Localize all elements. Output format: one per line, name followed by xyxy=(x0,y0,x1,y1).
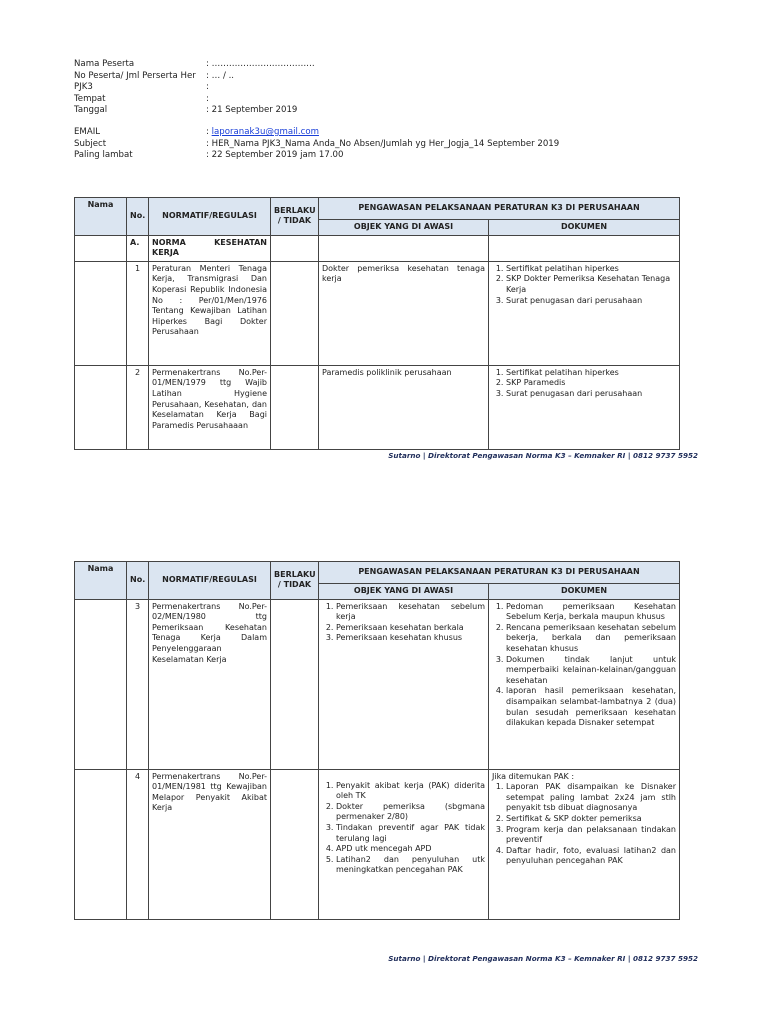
row-berlaku[interactable] xyxy=(271,365,319,449)
row-berlaku[interactable] xyxy=(271,769,319,919)
header-berlaku: BERLAKU / TIDAK xyxy=(271,198,319,236)
header-pengawasan: PENGAWASAN PELAKSANAAN PERATURAN K3 DI PERUSAHAAN xyxy=(319,198,680,220)
list-item: 2. Sertifikat & SKP dokter pemeriksa xyxy=(506,814,676,825)
section-no: A. xyxy=(127,235,149,261)
row-no: 2 xyxy=(127,365,149,449)
list-item: 4. APD utk mencegah APD xyxy=(336,844,485,855)
table-row xyxy=(75,769,680,919)
row-objek xyxy=(319,769,489,919)
header-nama: Nama xyxy=(75,562,127,600)
footer-credit: Sutarno | Direktorat Pengawasan Norma K3 – Kemnaker RI | 0812 9737 5952 xyxy=(388,954,698,963)
list-item: 1. Sertifikat pelatihan hiperkes xyxy=(506,264,676,275)
header-dokumen: DOKUMEN xyxy=(489,220,680,236)
row-dokumen xyxy=(489,599,680,769)
row-berlaku[interactable] xyxy=(271,599,319,769)
list-item: 2. SKP Dokter Pemeriksa Kesehatan Tenaga Kerja xyxy=(506,274,676,295)
list-item: 3. Surat penugasan dari perusahaan xyxy=(506,296,676,307)
dokumen-intro: Jika ditemukan PAK : xyxy=(492,771,575,781)
row-regulasi: Permenakertrans No.Per-01/MEN/1979 ttg Wajib Latihan Hygiene Perusahaan, Kesehatan, dan Keselamatan Kerja Bagi Paramedis Perusahaaan xyxy=(149,365,271,449)
list-item: 1. Penyakit akibat kerja (PAK) diderita oleh TK xyxy=(336,781,485,802)
row-no: 3 xyxy=(127,599,149,769)
regulation-table-1 xyxy=(74,197,680,450)
row-objek: Paramedis poliklinik perusahaan xyxy=(319,365,489,449)
header-fields xyxy=(74,59,315,117)
header-pengawasan: PENGAWASAN PELAKSANAAN PERATURAN K3 DI PERUSAHAAN xyxy=(319,562,680,584)
header-no: No. xyxy=(127,198,149,236)
header-objek: OBJEK YANG DI AWASI xyxy=(319,220,489,236)
field-tempat: Tempat : xyxy=(74,93,209,104)
row-regulasi: Peraturan Menteri Tenaga Kerja, Transmigrasi Dan Koperasi Republik Indonesia No : Per/01/Men/1976 Tentang Kewajiban Latihan Hiperkes Bagi Dokter Perusahaan xyxy=(149,261,271,365)
header-dokumen: DOKUMEN xyxy=(489,584,680,600)
header-submission xyxy=(74,127,559,162)
header-normatif: NORMATIF/REGULASI xyxy=(149,198,271,236)
field-no-peserta: No Peserta/ Jml Perserta Her : … / .. xyxy=(74,70,235,81)
list-item: 2. Pemeriksaan kesehatan berkala xyxy=(336,623,485,634)
row-dokumen xyxy=(489,261,680,365)
row-regulasi: Permenakertrans No.Per-02/MEN/1980 ttg Pemeriksaan Kesehatan Tenaga Kerja Dalam Penyelenggaraan Keselamatan Kerja xyxy=(149,599,271,769)
list-item: 2. SKP Paramedis xyxy=(506,378,676,389)
field-subject: Subject : HER_Nama PJK3_Nama Anda_No Absen/Jumlah yg Her_Jogja_14 September 2019 xyxy=(74,138,560,149)
field-deadline: Paling lambat : 22 September 2019 jam 17.00 xyxy=(74,150,344,161)
row-no: 1 xyxy=(127,261,149,365)
email-link[interactable]: laporanak3u@gmail.com xyxy=(211,127,319,137)
row-dokumen xyxy=(489,365,680,449)
regulation-table-2 xyxy=(74,561,680,920)
table-row xyxy=(75,599,680,769)
section-row xyxy=(75,235,680,261)
list-item: 1. Sertifikat pelatihan hiperkes xyxy=(506,368,676,379)
table-row xyxy=(75,261,680,365)
list-item: 2. Rencana pemeriksaan kesehatan sebelum bekerja, berkala dan pemeriksaan kesehatan khusus xyxy=(506,623,676,655)
list-item: 3. Program kerja dan pelaksanaan tindakan preventif xyxy=(506,825,676,846)
header-objek: OBJEK YANG DI AWASI xyxy=(319,584,489,600)
list-item: 4. Daftar hadir, foto, evaluasi latihan2 dan penyuluhan pencegahan PAK xyxy=(506,846,676,867)
field-email: EMAIL : laporanak3u@gmail.com xyxy=(74,127,319,137)
table-row xyxy=(75,365,680,449)
list-item: 3. Dokumen tindak lanjut untuk memperbaiki kelainan-kelainan/gangguan kesehatan xyxy=(506,655,676,687)
row-objek: Dokter pemeriksa kesehatan tenaga kerja xyxy=(319,261,489,365)
list-item: 5. Latihan2 dan penyuluhan utk meningkatkan pencegahan PAK xyxy=(336,855,485,876)
section-title: NORMA KESEHATAN KERJA xyxy=(149,235,271,261)
list-item: 1. Pemeriksaan kesehatan sebelum kerja xyxy=(336,602,485,623)
field-nama-peserta: Nama Peserta : ……………………………… xyxy=(74,59,315,69)
header-nama: Nama xyxy=(75,198,127,236)
list-item: 1. Pedoman pemeriksaan Kesehatan Sebelum Kerja, berkala maupun khusus xyxy=(506,602,676,623)
list-item: 3. Pemeriksaan kesehatan khusus xyxy=(336,633,485,644)
list-item: 3. Tindakan preventif agar PAK tidak terulang lagi xyxy=(336,823,485,844)
row-dokumen xyxy=(489,769,680,919)
header-normatif: NORMATIF/REGULASI xyxy=(149,562,271,600)
header-berlaku: BERLAKU / TIDAK xyxy=(271,562,319,600)
header-no: No. xyxy=(127,562,149,600)
footer-credit: Sutarno | Direktorat Pengawasan Norma K3 – Kemnaker RI | 0812 9737 5952 xyxy=(388,451,698,460)
row-objek xyxy=(319,599,489,769)
list-item: 1. Laporan PAK disampaikan ke Disnaker setempat paling lambat 2x24 jam stlh penyakit tsb dibuat diagnosanya xyxy=(506,782,676,814)
list-item: 3. Surat penugasan dari perusahaan xyxy=(506,389,676,400)
field-tanggal: Tanggal : 21 September 2019 xyxy=(74,105,298,116)
list-item: 4. laporan hasil pemeriksaan kesehatan, disampaikan selambat-lambatnya 2 (dua) bulan sesudah pemeriksaan kesehatan dilakukan kepada Disnaker setempat xyxy=(506,686,676,728)
list-item: 2. Dokter pemeriksa (sbgmana permenaker 2/80) xyxy=(336,802,485,823)
row-berlaku[interactable] xyxy=(271,261,319,365)
field-pjk3: PJK3 : xyxy=(74,82,209,93)
row-no: 4 xyxy=(127,769,149,919)
row-regulasi: Permenakertrans No.Per-01/MEN/1981 ttg Kewajiban Melapor Penyakit Akibat Kerja xyxy=(149,769,271,919)
